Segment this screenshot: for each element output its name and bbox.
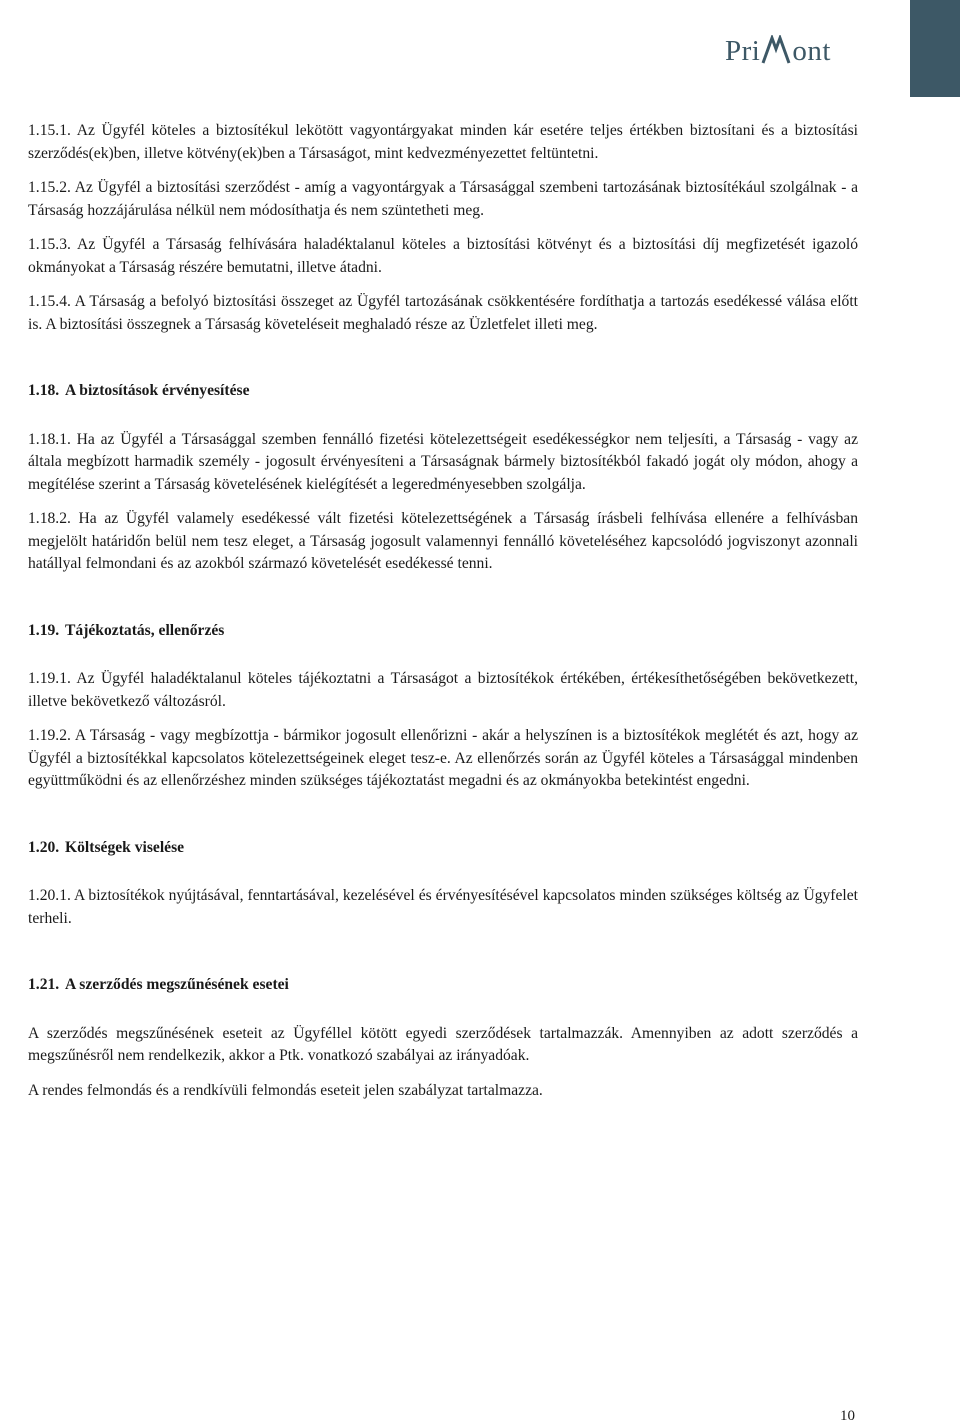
paragraph-1-15-2: 1.15.2. Az Ügyfél a biztosítási szerződést - amíg a vagyontárgyak a Társasággal szembeni tartozásának biztosítékául szolgálnak - a Társaság hozzájárulása nélkül nem módosíthatja és nem szüntetheti meg. <box>28 179 858 219</box>
section-number: 1.19. <box>28 621 60 639</box>
section-1-18 <box>28 380 858 576</box>
stylized-m-icon <box>761 35 791 65</box>
section-heading <box>28 380 858 403</box>
paragraph-1-18-1: 1.18.1. Ha az Ügyfél a Társasággal szemben fennálló fizetési kötelezettségeit esedékességkor nem teljesíti, a Társaság - vagy az általa megbízott harmadik személy - jogosult érvényesíteni a Társaságnak bármely biztosítékból fakadó jogát oly módon, ahogy a megítélése szerint a Társaság követelésének kielégítését a legeredményesebben szolgálja. <box>28 430 858 493</box>
paragraph-1-18-2: 1.18.2. Ha az Ügyfél valamely esedékessé vált fizetési kötelezettségének a Társaság írásbeli felhívása ellenére a felhívásban megjelölt határidőn belül nem tesz eleget, a Társaság jogosult valamennyi fennálló követeléséhez kapcsolódó jogviszonyt azonnali hatállyal felmondani és az azokból származó követelését esedékessé tenni. <box>28 510 858 572</box>
document-body <box>28 120 858 1114</box>
paragraph-1-21-2: A rendes felmondás és a rendkívüli felmondás eseteit jelen szabályzat tartalmazza. <box>28 1081 543 1099</box>
section-title: Költségek viselése <box>65 838 185 856</box>
section-heading <box>28 837 858 860</box>
paragraph-1-19-1: 1.19.1. Az Ügyfél haladéktalanul köteles tájékoztatni a Társaságot a biztosítékok értékében, értékesíthetőségében bekövetkezett, illetve bekövetkező változásról. <box>28 670 858 710</box>
section-title: Tájékoztatás, ellenőrzés <box>65 621 225 639</box>
section-number: 1.20. <box>28 838 60 856</box>
section-title: A szerződés megszűnésének esetei <box>65 976 289 993</box>
section-1-15 <box>28 120 858 336</box>
paragraph-1-15-3: 1.15.3. Az Ügyfél a Társaság felhívására haladéktalanul köteles a biztosítási kötvényt és a biztosítási díj megfizetését igazoló okmányokat a Társaság részére bemutatni, illetve átadni. <box>28 236 858 276</box>
paragraph-1-20-1: 1.20.1. A biztosítékok nyújtásával, fenntartásával, kezelésével és érvényesítésével kapcsolatos minden szükséges költség az Ügyfelet terheli. <box>28 887 858 927</box>
paragraph-1-15-1: 1.15.1. Az Ügyfél köteles a biztosítékul lekötött vagyontárgyakat minden kár esetére teljes értékben biztosítani és a biztosítási szerződés(ek)ben, illetve kötvény(ek)ben a Társaságot, mint kedvezményezettet feltüntetni. <box>28 122 858 162</box>
page-number: 10 <box>840 1408 855 1424</box>
header-corner-block <box>910 0 960 97</box>
section-heading <box>28 974 858 997</box>
company-logo <box>725 28 831 68</box>
section-1-21 <box>28 974 858 1102</box>
section-title: A biztosítások érvényesítése <box>65 382 250 399</box>
section-number: 1.18. <box>28 382 60 399</box>
section-1-19 <box>28 620 858 793</box>
paragraph-1-19-2: 1.19.2. A Társaság - vagy megbízottja - bármikor jogosult ellenőrizni - akár a helyszínen is a biztosítékok meglétét és azt, hogy az Ügyfél a biztosítékkal kapcsolatos kötelezettségeinek eleget tesz-e. Az ellenőrzés során az Ügyfél köteles a Társasággal mindenben együttműködni és az ellenőrzéshez minden szükséges tájékoztatást megadni és az okmányokba betekintést engedni. <box>28 727 858 789</box>
paragraph-1-15-4: 1.15.4. A Társaság a befolyó biztosítási összeget az Ügyfél tartozásának csökkentésére fordíthatja a tartozás esedékessé válása előtt is. A biztosítási összegnek a Társaság követeléseit meghaladó része az Üzletfelet illeti meg. <box>28 293 858 333</box>
logo-text-right: ont <box>792 35 831 67</box>
paragraph-1-21-1: A szerződés megszűnésének eseteit az Ügyféllel kötött egyedi szerződések tartalmazzák. Amennyiben az adott szerződés a megszűnésről nem rendelkezik, akkor a Ptk. vonatkozó szabályai az irányadóak. <box>28 1024 858 1064</box>
section-heading <box>28 620 858 643</box>
logo-text-left: Pri <box>725 35 761 67</box>
section-number: 1.21. <box>28 976 60 993</box>
section-1-20 <box>28 837 858 931</box>
